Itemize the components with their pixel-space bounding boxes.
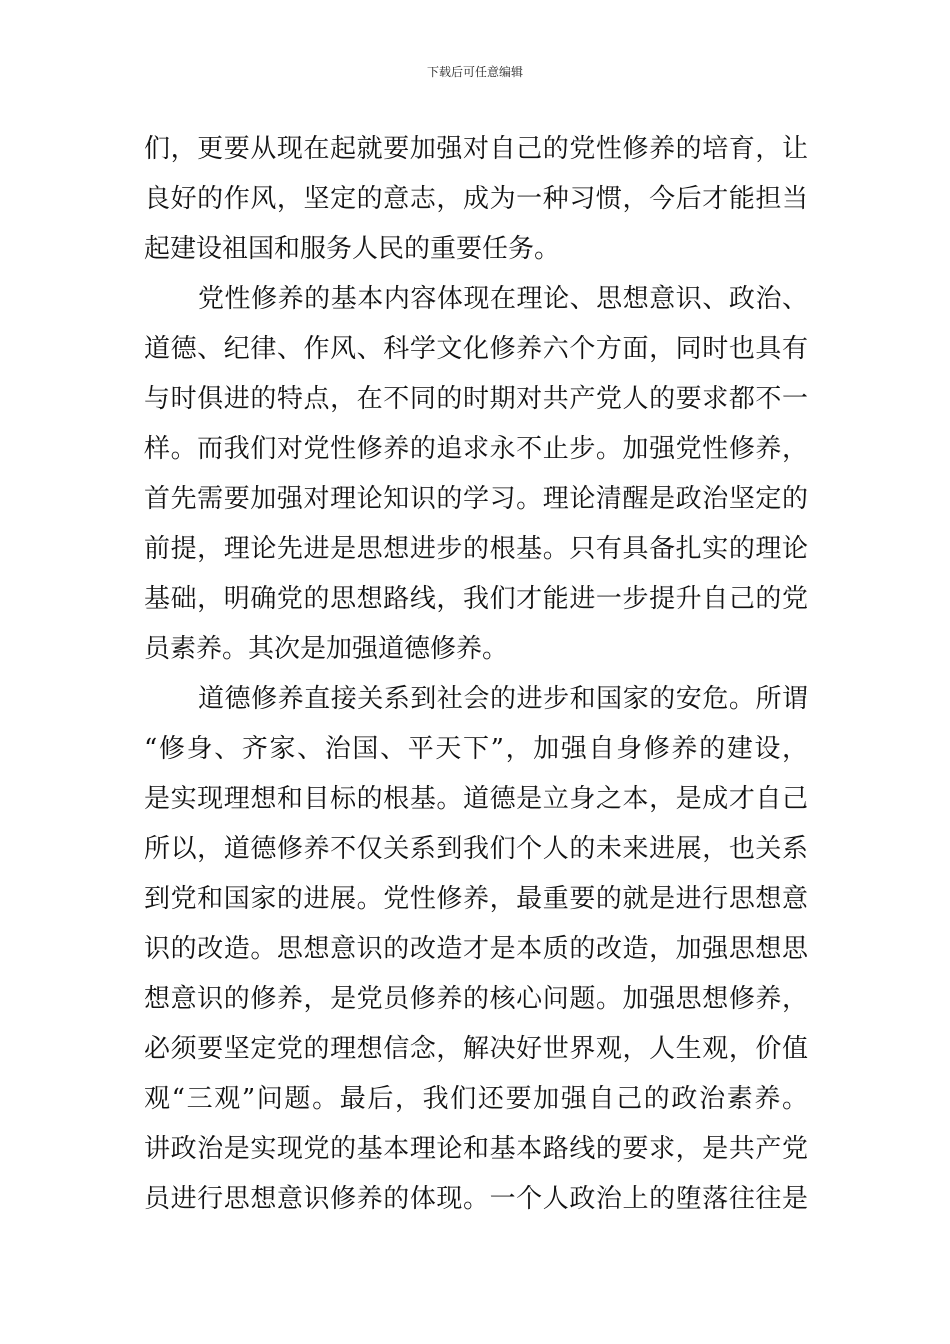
page-header: 下载后可任意编辑: [426, 65, 523, 79]
text-line: 首先需要加强对理论知识的学习。理论清醒是政治坚定的: [144, 484, 808, 514]
text-line: 道德修养直接关系到社会的进步和国家的安危。所谓: [198, 684, 808, 714]
text-line: 们，更要从现在起就要加强对自己的党性修养的培育，让: [144, 134, 808, 164]
text-line: 道德、纪律、作风、科学文化修养六个方面，同时也具有: [144, 334, 808, 364]
document-body: [144, 124, 808, 1224]
text-line: 员素养。其次是加强道德修养。: [144, 634, 509, 664]
text-line: 必须要坚定党的理想信念，解决好世界观，人生观，价值: [144, 1034, 808, 1064]
text-line: 讲政治是实现党的基本理论和基本路线的要求，是共产党: [144, 1134, 808, 1164]
text-line: 员进行思想意识修养的体现。一个人政治上的堕落往往是: [144, 1184, 808, 1214]
text-line: 基础，明确党的思想路线，我们才能进一步提升自己的党: [144, 584, 808, 614]
text-line: 识的改造。思想意识的改造才是本质的改造，加强思想思: [144, 934, 808, 964]
text-line: 观“三观”问题。最后，我们还要加强自己的政治素养。: [144, 1084, 808, 1114]
text-line: 起建设祖国和服务人民的重要任务。: [144, 234, 561, 264]
text-line: 到党和国家的进展。党性修养，最重要的就是进行思想意: [144, 884, 808, 914]
text-line: 所以，道德修养不仅关系到我们个人的未来进展，也关系: [144, 834, 808, 864]
text-line: 想意识的修养，是党员修养的核心问题。加强思想修养，: [144, 984, 808, 1014]
text-line: 党性修养的基本内容体现在理论、思想意识、政治、: [198, 284, 808, 314]
text-line: “修身、齐家、治国、平天下”，加强自身修养的建设，: [144, 734, 808, 764]
text-line: 良好的作风，坚定的意志，成为一种习惯，今后才能担当: [144, 184, 808, 214]
text-line: 与时俱进的特点，在不同的时期对共产党人的要求都不一: [144, 384, 808, 414]
text-line: 前提，理论先进是思想进步的根基。只有具备扎实的理论: [144, 534, 808, 564]
text-line: 是实现理想和目标的根基。道德是立身之本，是成才自己: [144, 784, 808, 814]
text-line: 样。而我们对党性修养的追求永不止步。加强党性修养，: [144, 434, 808, 464]
